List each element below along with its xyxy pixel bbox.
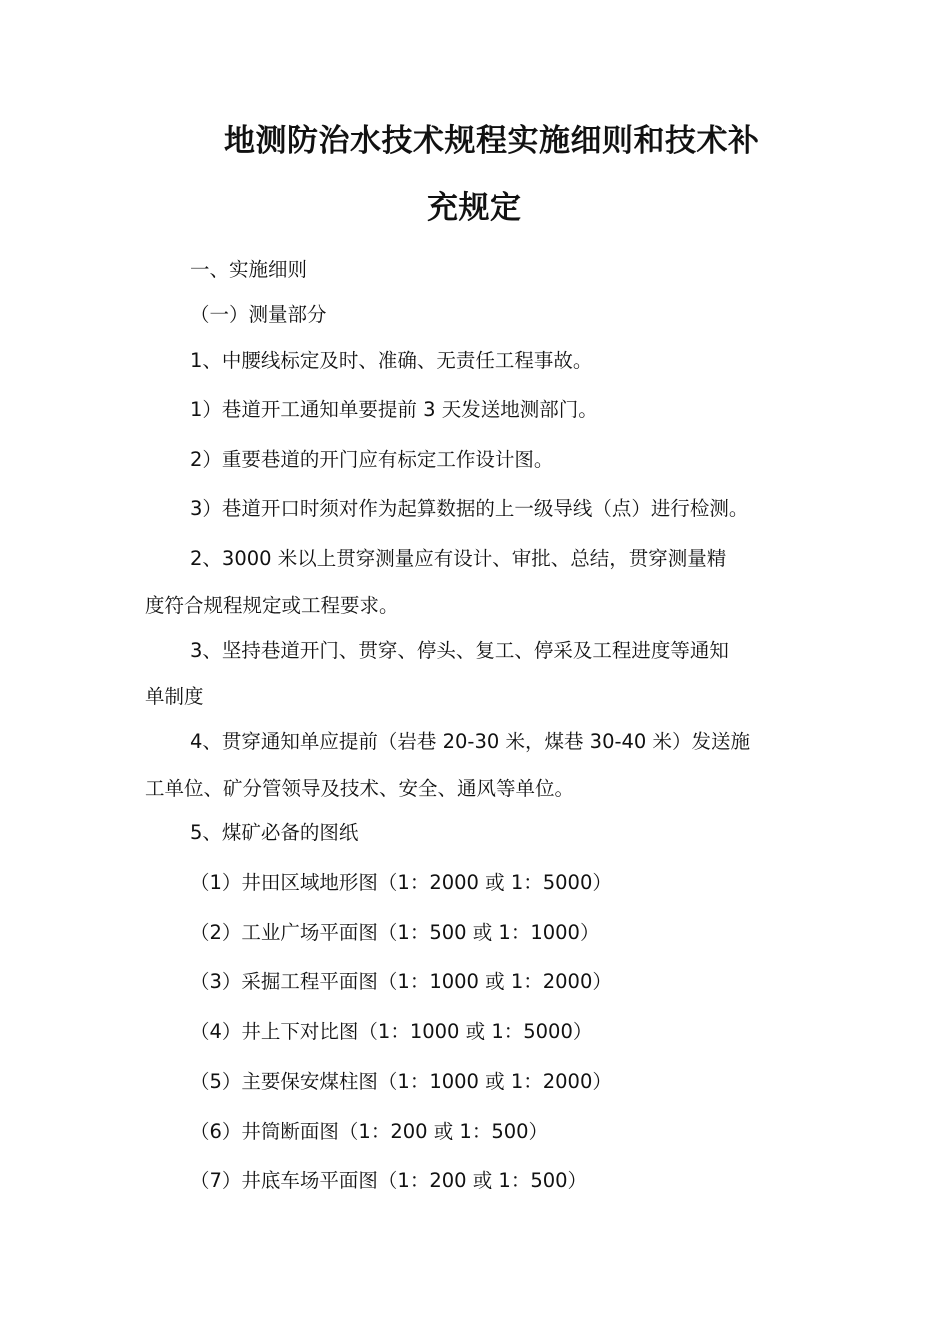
paragraph-item-1-2: 2）重要巷道的开门应有标定工作设计图。 bbox=[190, 448, 554, 471]
paragraph-item-3-line-2: 单制度 bbox=[145, 685, 204, 708]
paragraph-item-3-line-1: 3、坚持巷道开门、贯穿、停头、复工、停采及工程进度等通知 bbox=[190, 639, 729, 662]
drawing-list-item: （4）井上下对比图（1：1000 或 1：5000） bbox=[190, 1020, 593, 1043]
drawing-list-item: （6）井筒断面图（1：200 或 1：500） bbox=[190, 1120, 549, 1143]
paragraph-item-1: 1、中腰线标定及时、准确、无责任工程事故。 bbox=[190, 349, 593, 372]
subsection-heading: （一）测量部分 bbox=[190, 303, 327, 326]
drawing-list-item: （5）主要保安煤柱图（1：1000 或 1：2000） bbox=[190, 1070, 612, 1093]
section-heading: 一、实施细则 bbox=[190, 258, 308, 281]
paragraph-item-2-line-2: 度符合规程规定或工程要求。 bbox=[145, 594, 399, 617]
paragraph-item-1-3: 3）巷道开口时须对作为起算数据的上一级导线（点）进行检测。 bbox=[190, 497, 749, 520]
drawing-list-item: （1）井田区域地形图（1：2000 或 1：5000） bbox=[190, 871, 612, 894]
paragraph-item-1-1: 1）巷道开工通知单要提前 3 天发送地测部门。 bbox=[190, 398, 598, 421]
paragraph-item-2-line-1: 2、3000 米以上贯穿测量应有设计、审批、总结，贯穿测量精 bbox=[190, 547, 727, 570]
drawing-list-item: （2）工业广场平面图（1：500 或 1：1000） bbox=[190, 921, 600, 944]
paragraph-item-4-line-1: 4、贯穿通知单应提前（岩巷 20-30 米，煤巷 30-40 米）发送施 bbox=[190, 730, 751, 753]
document-title-line-1: 地测防治水技术规程实施细则和技术补 bbox=[224, 123, 760, 159]
paragraph-item-5: 5、煤矿必备的图纸 bbox=[190, 821, 359, 844]
paragraph-item-4-line-2: 工单位、矿分管领导及技术、安全、通风等单位。 bbox=[145, 777, 575, 800]
drawing-list-item: （7）井底车场平面图（1：200 或 1：500） bbox=[190, 1169, 588, 1192]
document-title-line-2: 充规定 bbox=[427, 190, 522, 226]
drawing-list-item: （3）采掘工程平面图（1：1000 或 1：2000） bbox=[190, 970, 612, 993]
